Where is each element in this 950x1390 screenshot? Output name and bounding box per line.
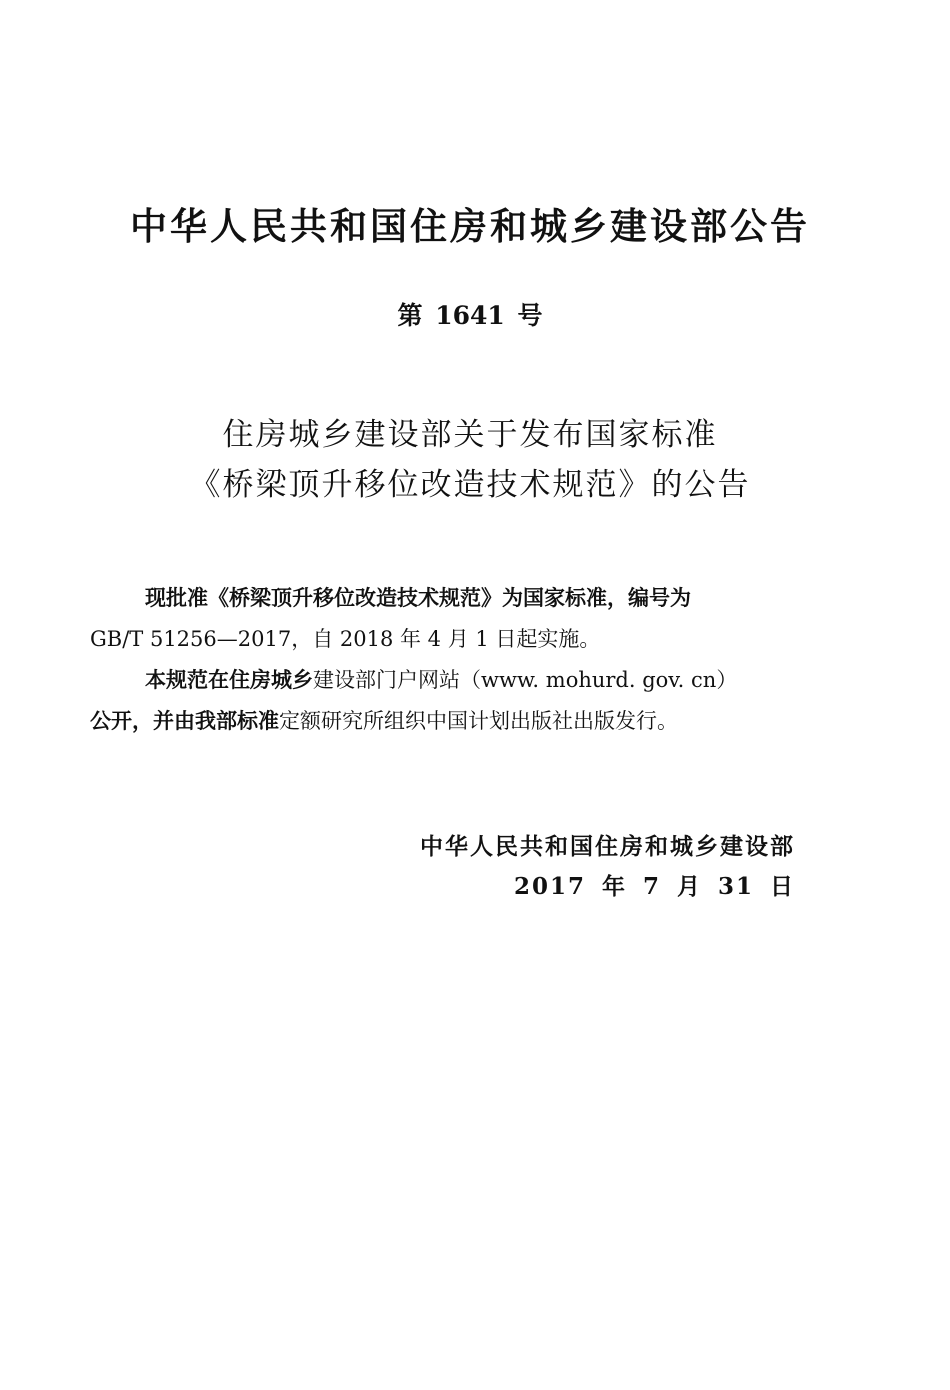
paragraph-line [90,660,860,701]
issuer-name: 中华人民共和国住房和城乡建设部 [420,834,795,860]
paragraph-text: 本规范在住房城乡 [145,668,313,692]
subject-line: 住房城乡建设部关于发布国家标准 [222,417,718,453]
paragraph-text: 现批准《桥梁顶升移位改造技术规范》为国家标准，编号为 [145,586,691,610]
paragraph-line [90,578,860,619]
paragraph-text: 定额研究所组织中国计划出版社出版发行。 [279,709,678,733]
paragraph-text: 建设部门户网站（www. mohurd. gov. cn） [313,668,738,692]
signature-block [420,828,795,906]
notice-subject [0,410,940,510]
subject-line: 《桥梁顶升移位改造技术规范》的公告 [189,467,751,503]
paragraph-text: 公开，并由我部标准 [90,709,279,733]
paragraph-line [90,701,860,742]
notice-body [90,578,860,742]
paragraph-line: GB/T 51256—2017，自 2018 年 4 月 1 日起实施。 [90,627,601,651]
ministry-title: 中华人民共和国住房和城乡建设部公告 [130,205,810,248]
notice-number: 第 1641 号 [397,301,543,330]
issue-date: 2017 年 7 月 31 日 [513,873,795,900]
